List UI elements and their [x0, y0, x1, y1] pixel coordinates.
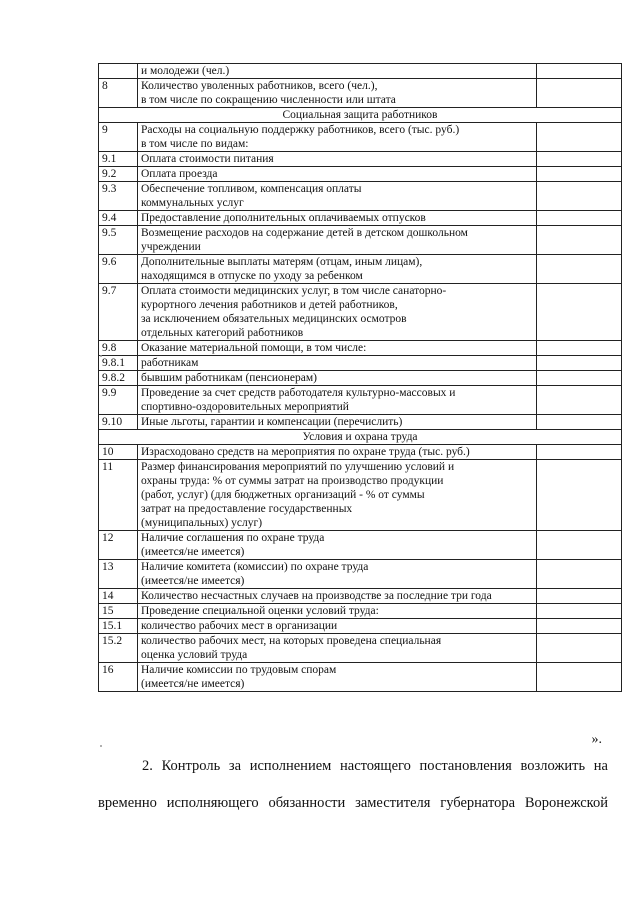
row-value-cell [537, 79, 622, 108]
row-number: 9 [99, 123, 138, 152]
table-row [99, 604, 622, 619]
row-number: 9.10 [99, 415, 138, 430]
row-value-cell [537, 663, 622, 692]
row-description: Предоставление дополнительных оплачиваемых отпусков [138, 211, 537, 226]
table-row [99, 167, 622, 182]
row-description: Возмещение расходов на содержание детей в детском дошкольном учреждении [138, 226, 537, 255]
closing-quote-mark: ». [591, 732, 602, 747]
row-value-cell [537, 371, 622, 386]
row-number: 9.9 [99, 386, 138, 415]
row-number: 9.5 [99, 226, 138, 255]
row-number: 9.1 [99, 152, 138, 167]
table-row [99, 79, 622, 108]
row-number: 15.1 [99, 619, 138, 634]
row-description: бывшим работникам (пенсионерам) [138, 371, 537, 386]
row-description: количество рабочих мест, на которых проведена специальная оценка условий труда [138, 634, 537, 663]
table-row [99, 560, 622, 589]
row-number: 10 [99, 445, 138, 460]
indicators-table [98, 63, 622, 692]
row-description: Обеспечение топливом, компенсация оплаты коммунальных услуг [138, 182, 537, 211]
row-value-cell [537, 634, 622, 663]
table-row [99, 531, 622, 560]
scan-speck [100, 745, 102, 747]
row-description: Оплата стоимости питания [138, 152, 537, 167]
row-value-cell [537, 531, 622, 560]
row-value-cell [537, 226, 622, 255]
row-number: 9.8.1 [99, 356, 138, 371]
row-number: 8 [99, 79, 138, 108]
table-row [99, 634, 622, 663]
row-description: Иные льготы, гарантии и компенсации (перечислить) [138, 415, 537, 430]
row-number: 11 [99, 460, 138, 531]
table-row [99, 341, 622, 356]
row-value-cell [537, 123, 622, 152]
row-description: Дополнительные выплаты матерям (отцам, иным лицам), находящимся в отпуске по уходу за ребенком [138, 255, 537, 284]
row-value-cell [537, 152, 622, 167]
row-description: Оказание материальной помощи, в том числе: [138, 341, 537, 356]
table-row [99, 589, 622, 604]
section-header-row [99, 108, 622, 123]
row-description: Размер финансирования мероприятий по улучшению условий и охраны труда: % от суммы затрат на производство продукции (работ, услуг) (для бюджетных организаций - % от суммы затрат на предоставление государственных (муниципальных) услуг) [138, 460, 537, 531]
row-value-cell [537, 64, 622, 79]
row-value-cell [537, 182, 622, 211]
row-number: 15 [99, 604, 138, 619]
row-value-cell [537, 560, 622, 589]
row-description: Количество уволенных работников, всего (чел.), в том числе по сокращению численности или штата [138, 79, 537, 108]
table-row [99, 64, 622, 79]
row-number: 16 [99, 663, 138, 692]
table-row [99, 663, 622, 692]
row-value-cell [537, 415, 622, 430]
table-row [99, 255, 622, 284]
table-body [99, 64, 622, 692]
table-row [99, 152, 622, 167]
row-value-cell [537, 460, 622, 531]
row-description: Наличие соглашения по охране труда (имеется/не имеется) [138, 531, 537, 560]
row-number: 9.7 [99, 284, 138, 341]
row-description: Проведение за счет средств работодателя культурно-массовых и спортивно-оздоровительных мероприятий [138, 386, 537, 415]
table-row [99, 356, 622, 371]
table-row [99, 371, 622, 386]
table-row [99, 226, 622, 255]
row-number: 9.2 [99, 167, 138, 182]
row-value-cell [537, 589, 622, 604]
table-row [99, 123, 622, 152]
table-row [99, 211, 622, 226]
row-value-cell [537, 445, 622, 460]
row-description: работникам [138, 356, 537, 371]
row-number: 12 [99, 531, 138, 560]
row-number: 13 [99, 560, 138, 589]
row-value-cell [537, 341, 622, 356]
scan-speck [100, 355, 102, 357]
row-description: Количество несчастных случаев на производстве за последние три года [138, 589, 537, 604]
row-number: 9.6 [99, 255, 138, 284]
row-number: 9.4 [99, 211, 138, 226]
row-value-cell [537, 284, 622, 341]
row-number [99, 64, 138, 79]
row-description: Оплата стоимости медицинских услуг, в том числе санаторно- курортного лечения работников и детей работников, за исключением обязательных медицинских осмотров отдельных категорий работников [138, 284, 537, 341]
section-title: Условия и охрана труда [99, 430, 622, 445]
row-value-cell [537, 167, 622, 182]
row-description: Израсходовано средств на мероприятия по охране труда (тыс. руб.) [138, 445, 537, 460]
row-value-cell [537, 619, 622, 634]
row-description: Оплата проезда [138, 167, 537, 182]
row-number: 9.3 [99, 182, 138, 211]
paragraph-line-1: 2. Контроль за исполнением настоящего постановления возложить на [142, 758, 608, 774]
table-row [99, 182, 622, 211]
row-description: количество рабочих мест в организации [138, 619, 537, 634]
row-description: Проведение специальной оценки условий труда: [138, 604, 537, 619]
row-number: 14 [99, 589, 138, 604]
row-value-cell [537, 386, 622, 415]
row-value-cell [537, 211, 622, 226]
row-value-cell [537, 604, 622, 619]
table-row [99, 619, 622, 634]
row-description: Расходы на социальную поддержку работников, всего (тыс. руб.) в том числе по видам: [138, 123, 537, 152]
section-header-row [99, 430, 622, 445]
table-row [99, 415, 622, 430]
table-row [99, 386, 622, 415]
paragraph-line-2: временно исполняющего обязанности заместителя губернатора Воронежской [98, 795, 608, 811]
row-description: Наличие комитета (комиссии) по охране труда (имеется/не имеется) [138, 560, 537, 589]
row-value-cell [537, 255, 622, 284]
row-number: 9.8.2 [99, 371, 138, 386]
row-description: и молодежи (чел.) [138, 64, 537, 79]
table-row [99, 445, 622, 460]
row-number: 9.8 [99, 341, 138, 356]
row-value-cell [537, 356, 622, 371]
table-row [99, 460, 622, 531]
table-row [99, 284, 622, 341]
row-description: Наличие комиссии по трудовым спорам (имеется/не имеется) [138, 663, 537, 692]
row-number: 15.2 [99, 634, 138, 663]
section-title: Социальная защита работников [99, 108, 622, 123]
